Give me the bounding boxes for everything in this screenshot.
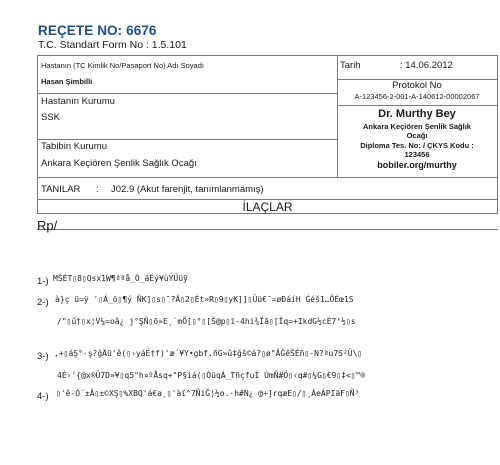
clinic-line-2: Ocağı — [406, 131, 428, 140]
medication-2-number: 2-) — [37, 297, 49, 308]
form-number: T.C. Standart Form No : 1.5.101 — [38, 39, 187, 51]
medication-4-number: 4-) — [37, 391, 49, 402]
clinic-line-1: Ankara Keçiören Şenlik Sağlık — [363, 122, 471, 131]
rp-label: Rp/ — [37, 218, 58, 233]
diploma-label: Diploma Tes. No: / ÇKYS Kodu : — [360, 141, 474, 150]
medication-1-number: 1-) — [37, 276, 49, 287]
diagnoses-separator: : — [96, 184, 99, 195]
medication-3-number: 3-) — [37, 351, 49, 362]
patient-name: Hasan Şimbilli — [41, 77, 93, 86]
protocol-label: Protokol No — [392, 80, 442, 91]
prescription-title: REÇETE NO: 6676 — [38, 23, 157, 38]
date-label: Tarih — [340, 60, 361, 71]
physician-institution-label: Tabibin Kurumu — [41, 141, 108, 152]
diagnosis-value: J02.9 (Akut farenjit, tanımlanmamış) — [111, 184, 264, 195]
medications-heading: İLAÇLAR — [37, 200, 498, 214]
patient-label: Hastanın (TC Kimlik No/Pasaport No) Adı Soyadı — [41, 61, 204, 70]
diagnoses-row — [37, 178, 498, 200]
doctor-name: Dr. Murthy Bey — [378, 108, 456, 120]
physician-institution-value: Ankara Keçiören Şenlik Sağlık Ocağı — [41, 158, 197, 169]
medication-3-line-2: 4É›'{@x®Ü7D»¥▯q5"h¤ºÅsq+"P§iá(▯ÒüqÁ_TñçfuÍ ÚmÑ#Ö▯‹q#▯¼G▯€9▯‡<▯™® — [57, 371, 366, 380]
diagnoses-label: TANILAR — [41, 184, 81, 195]
institution-label: Hastanın Kurumu — [41, 96, 115, 107]
protocol-number: A-123456-2-001-A-140612-00002067 — [354, 92, 480, 101]
medication-2-line-2: /"▯û†▯x¦V¼=oâ¿ j°ŞÑ▯õ»E¸¨mÕ[▯°▯[Š@p▯ï-4hi¾Ïã▯[Ïq=+IkdG½cÉ7‘½▯s — [57, 317, 356, 326]
diploma-number: 123456 — [404, 150, 430, 159]
institution-value: SSK — [41, 112, 61, 123]
medication-4-line-1: ▯'ê-Ó´±Â▯±©XŞ▯%XBQ'á€a¸▯'àï^7ÑiĞ¦½o.·h#N¿ @÷]rqæE▯/▯¸ÁeÁPIäF▯Ñ³ — [56, 389, 360, 398]
medication-2-line-1: à}ç ü=ÿ '▯Á_ö▯¶ý ÑK]▯s▯˜?Ä▯2▯Ét»R▯9▯yK]]▯Üü€¯=øÐáíH Ǵéš1…ÕÉœ1S — [55, 295, 354, 304]
medication-3-line-1: ,+▯áŞ°·ş?ğÄü'ê(▯›yáÉ†f)'æ¨¥Y•gbf.ñG»û‡ğš©á?▯ø"ÄĞêŠÉñ▯-N?ªu7S²Ü\▯ — [54, 349, 363, 358]
doctor-website: bobiler.org/murthy — [377, 160, 457, 170]
date-value: : 14.06.2012 — [400, 60, 453, 71]
rp-row — [37, 214, 498, 230]
medication-1-line-1: MŠÉT▯8▯Qsx1W¶ªªå_Ó_äÉý¥ùÝÜüÿ — [53, 274, 188, 283]
